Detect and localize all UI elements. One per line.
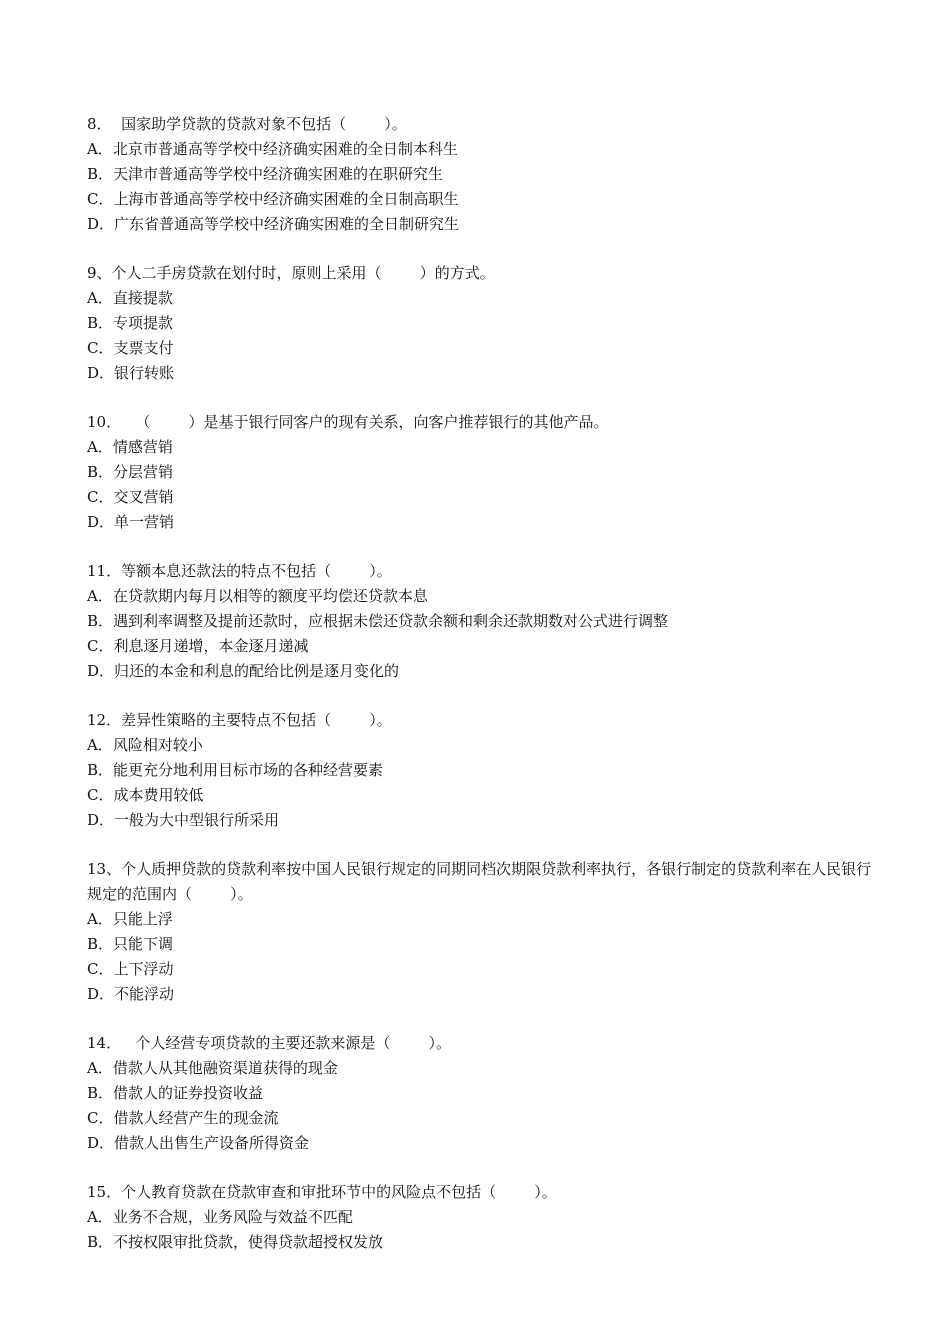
option-c: C．利息逐月递增，本金逐月递减: [87, 637, 309, 655]
question-stem: 15．个人教育贷款在贷款审查和审批环节中的风险点不包括（ ）。: [87, 1183, 557, 1201]
option-d: D．单一营销: [87, 513, 175, 531]
option-c: C．上海市普通高等学校中经济确实困难的全日制高职生: [87, 190, 459, 208]
option-b: B．不按权限审批贷款，使得贷款超授权发放: [87, 1233, 384, 1251]
question-13: [87, 857, 877, 1007]
option-b: B．借款人的证券投资收益: [87, 1084, 264, 1102]
question-9: [87, 261, 877, 386]
option-b: B．遇到利率调整及提前还款时，应根据未偿还贷款余额和剩余还款期数对公式进行调整: [87, 612, 669, 630]
option-a: A．只能上浮: [87, 910, 173, 928]
option-a: A．情感营销: [87, 438, 173, 456]
option-d: D．借款人出售生产设备所得资金: [87, 1134, 310, 1152]
option-b: B．能更充分地利用目标市场的各种经营要素: [87, 761, 384, 779]
question-15: [87, 1180, 877, 1255]
option-a: A．直接提款: [87, 289, 173, 307]
question-10: [87, 410, 877, 535]
option-c: C．上下浮动: [87, 960, 174, 978]
question-stem: 11．等额本息还款法的特点不包括（ ）。: [87, 562, 392, 580]
option-b: B．专项提款: [87, 314, 174, 332]
option-a: A．北京市普通高等学校中经济确实困难的全日制本科生: [87, 140, 458, 158]
question-stem: 13、个人质押贷款的贷款利率按中国人民银行规定的同期同档次期限贷款利率执行，各银行制定的贷款利率在人民银行规定的范围内（ ）。: [87, 860, 872, 903]
option-d: D．归还的本金和利息的配给比例是逐月变化的: [87, 662, 400, 680]
option-a: A．借款人从其他融资渠道获得的现金: [87, 1059, 338, 1077]
question-list: [87, 112, 877, 1279]
option-d: D．一般为大中型银行所采用: [87, 811, 280, 829]
option-d: D．不能浮动: [87, 985, 175, 1003]
question-12: [87, 708, 877, 833]
question-stem: 8． 国家助学贷款的贷款对象不包括（ ）。: [87, 115, 407, 133]
option-b: B．天津市普通高等学校中经济确实困难的在职研究生: [87, 165, 444, 183]
question-8: [87, 112, 877, 237]
option-c: C．交叉营销: [87, 488, 174, 506]
option-b: B．只能下调: [87, 935, 174, 953]
question-stem: 14． 个人经营专项贷款的主要还款来源是（ ）。: [87, 1034, 452, 1052]
question-11: [87, 559, 877, 684]
option-a: A．风险相对较小: [87, 736, 203, 754]
option-c: C．支票支付: [87, 339, 174, 357]
option-c: C．借款人经营产生的现金流: [87, 1109, 279, 1127]
question-stem: 10． （ ）是基于银行同客户的现有关系，向客户推荐银行的其他产品。: [87, 413, 609, 431]
question-stem: 12．差异性策略的主要特点不包括（ ）。: [87, 711, 392, 729]
question-stem: 9、个人二手房贷款在划付时，原则上采用（ ）的方式。: [87, 264, 495, 282]
option-d: D．广东省普通高等学校中经济确实困难的全日制研究生: [87, 215, 460, 233]
option-a: A．业务不合规，业务风险与效益不匹配: [87, 1208, 353, 1226]
question-14: [87, 1031, 877, 1156]
option-c: C．成本费用较低: [87, 786, 204, 804]
option-a: A．在贷款期内每月以相等的额度平均偿还贷款本息: [87, 587, 428, 605]
option-b: B．分层营销: [87, 463, 174, 481]
option-d: D．银行转账: [87, 364, 175, 382]
